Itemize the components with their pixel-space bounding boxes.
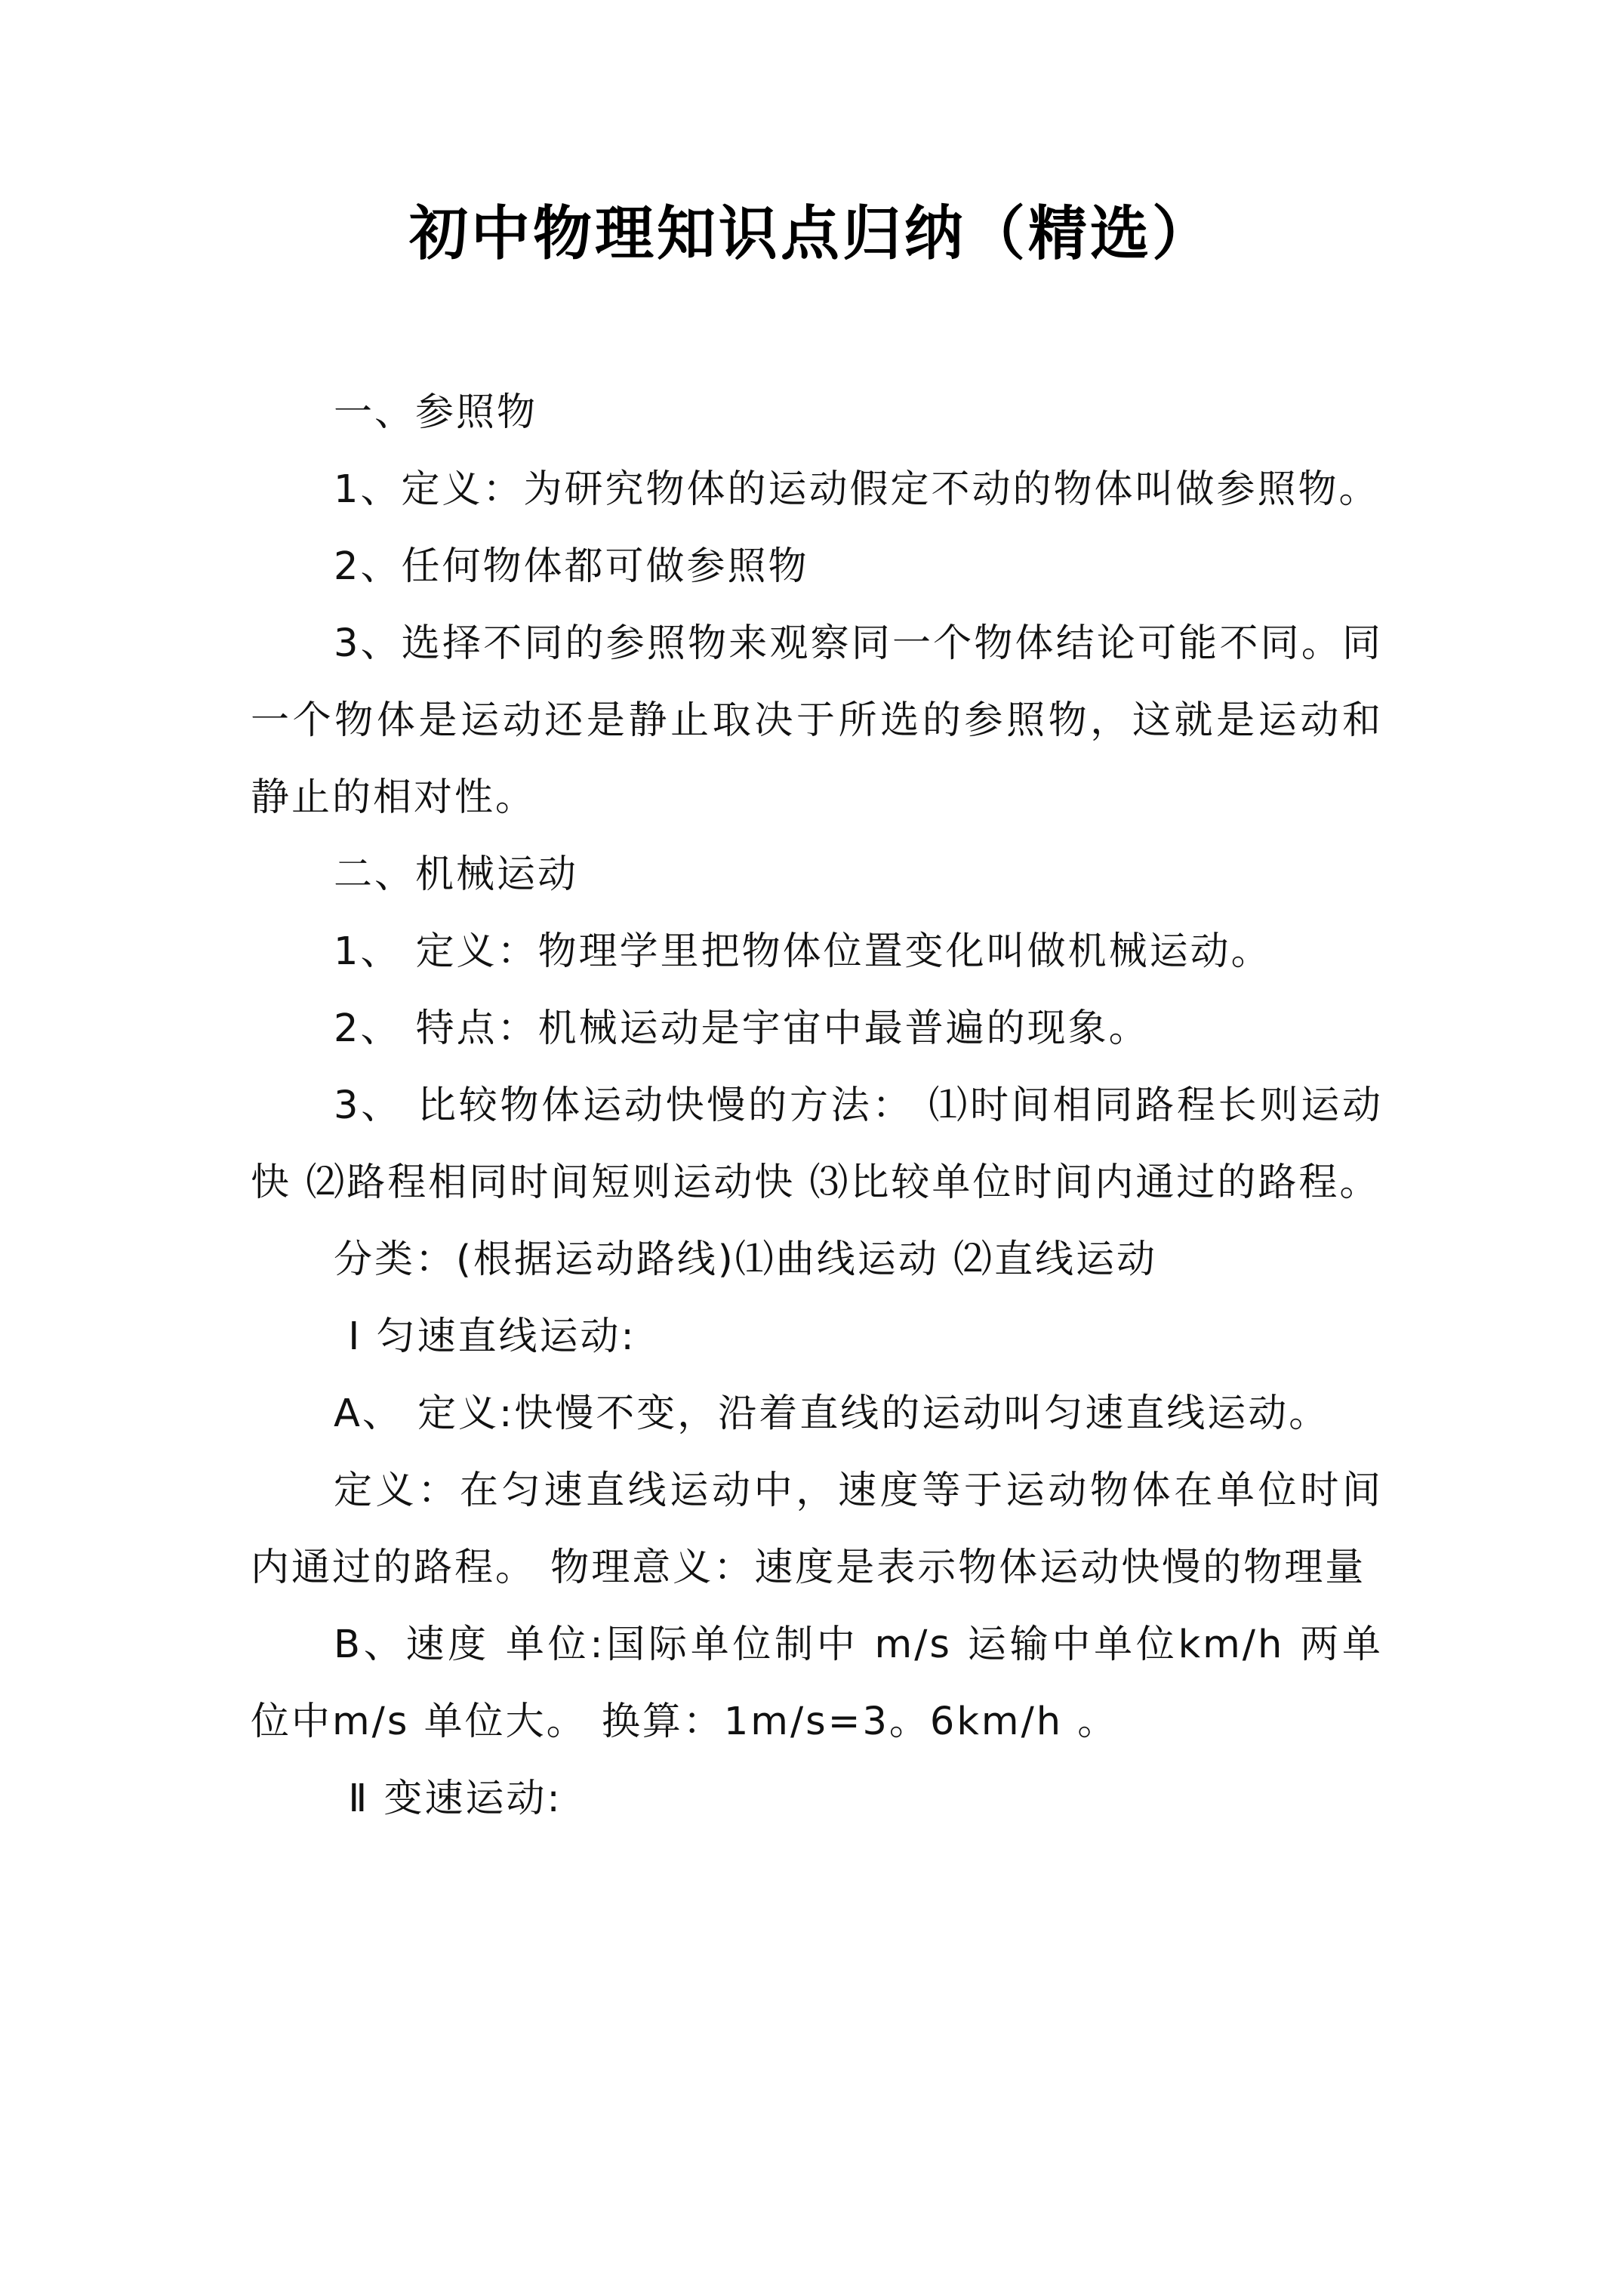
paragraph: 3、选择不同的参照物来观察同一个物体结论可能不同。同一个物体是运动还是静止取决于所选的参照物，这就是运动和静止的相对性。 — [251, 621, 1383, 820]
heading-reference-object: 一、参照物 — [334, 390, 538, 435]
subheading-variable-motion: Ⅱ 变速运动: — [334, 1777, 562, 1821]
document-body — [251, 374, 1383, 1838]
paragraph: A、 定义:快慢不变，沿着直线的运动叫匀速直线运动。 — [334, 1391, 1330, 1436]
paragraph: B、速度 单位:国际单位制中 m/s 运输中单位km/h 两单位中m/s 单位大。 换算：1m/s=3。6km/h 。 — [251, 1623, 1383, 1744]
paragraph: 2、 特点：机械运动是宇宙中最普遍的现象。 — [334, 1006, 1150, 1051]
paragraph: 1、 定义：物理学里把物体位置变化叫做机械运动。 — [334, 929, 1272, 974]
paragraph: 分类：(根据运动路线)⑴曲线运动 ⑵直线运动 — [334, 1237, 1158, 1282]
paragraph: 1、定义：为研究物体的运动假定不动的物体叫做参照物。 — [334, 467, 1380, 512]
subheading-uniform-motion: Ⅰ 匀速直线运动: — [334, 1314, 636, 1359]
document-title: 初中物理知识点归纳（精选） — [408, 199, 1214, 268]
paragraph: 3、 比较物体运动快慢的方法： ⑴时间相同路程长则运动快 ⑵路程相同时间短则运动快 ⑶比较单位时间内通过的路程。 — [251, 1083, 1383, 1205]
paragraph: 2、任何物体都可做参照物 — [334, 544, 809, 589]
paragraph: 定义：在匀速直线运动中，速度等于运动物体在单位时间内通过的路程。 物理意义：速度是表示物体运动快慢的物理量 — [251, 1469, 1383, 1590]
heading-mechanical-motion: 二、机械运动 — [334, 852, 579, 897]
